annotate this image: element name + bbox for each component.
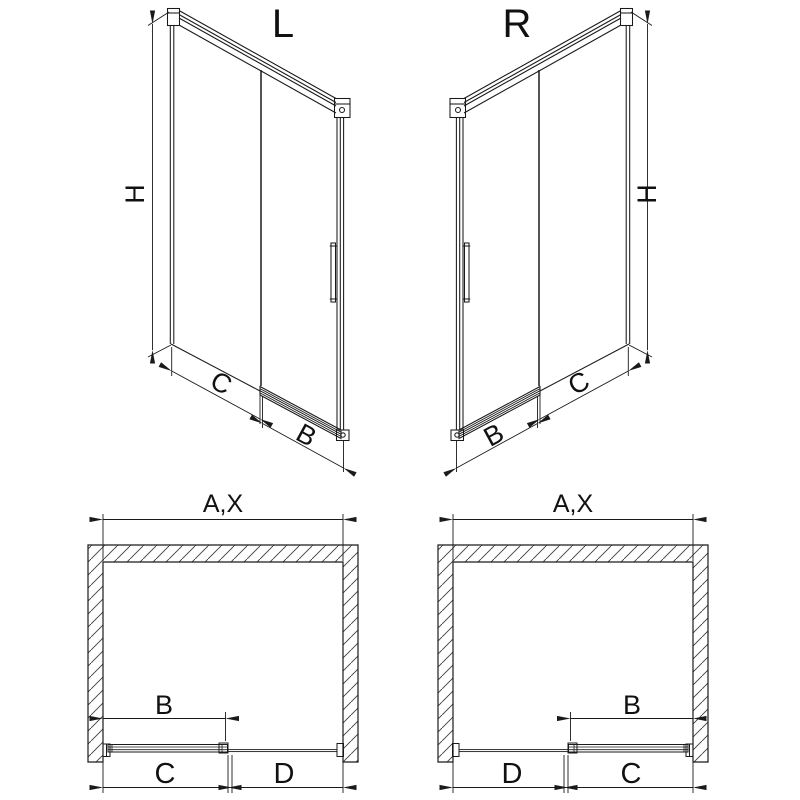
plan-right-walls	[438, 545, 708, 762]
dim-label-H-right: H	[632, 184, 662, 204]
dim-label-C-plan-left: C	[154, 758, 176, 790]
iso-view-right	[450, 9, 652, 473]
dim-label-C-plan-right: C	[620, 758, 642, 790]
top-left-cap	[168, 9, 180, 26]
dim-label-C-right-iso: C	[563, 365, 595, 401]
dim-label-B-left-iso: B	[291, 417, 322, 453]
dim-label-AX-right: A,X	[552, 490, 594, 518]
dim-label-B-plan-right: B	[622, 690, 642, 720]
labels	[120, 2, 662, 790]
dim-label-D-plan-left: D	[273, 758, 295, 790]
variant-label-right: R	[502, 2, 532, 46]
iso-view-left	[148, 9, 350, 473]
plan-left-walls	[88, 545, 358, 762]
fixed-glass-plan	[228, 750, 337, 752]
dim-label-B-right-iso: B	[478, 417, 509, 453]
variant-label-left: L	[271, 2, 295, 46]
sliding-door-plan	[108, 745, 228, 753]
dim-label-B-plan-left: B	[154, 690, 174, 720]
dim-label-D-plan-right: D	[501, 758, 523, 790]
door-handle	[331, 243, 336, 302]
dim-label-C-left-iso: C	[205, 365, 237, 401]
dim-label-H-left: H	[120, 184, 150, 204]
dim-label-AX-left: A,X	[202, 490, 244, 518]
